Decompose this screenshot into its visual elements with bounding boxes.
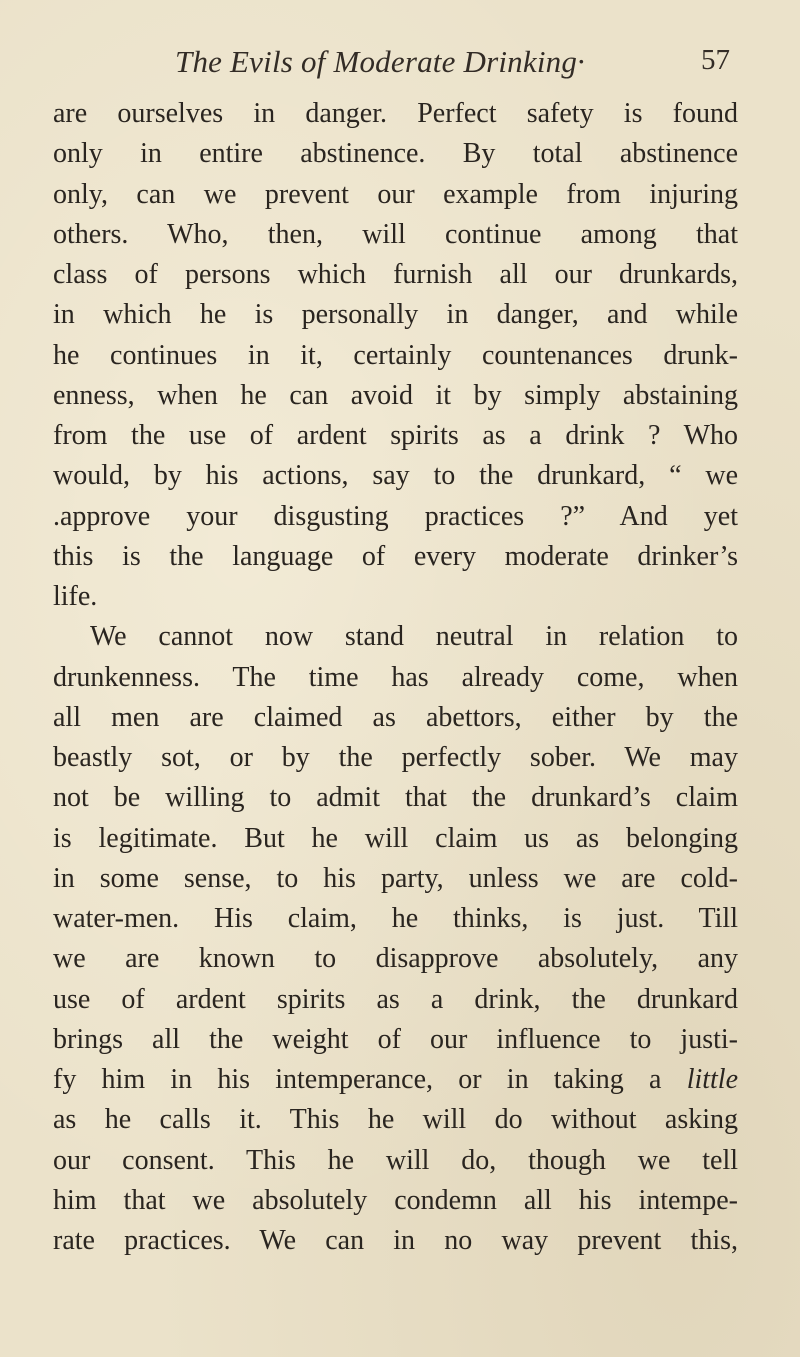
text-line: use of ardent spirits as a drink, the drunkard [53,983,738,1015]
text-line: We cannot now stand neutral in relation to [90,621,738,653]
text-line: would, by his actions, say to the drunkard, “ we [53,460,738,492]
text-line: we are known to disapprove absolutely, any [53,943,738,975]
text-line: brings all the weight of our influence to justi- [53,1023,738,1055]
text-line: rate practices. We can in no way prevent this, [53,1225,738,1256]
text-line: water-men. His claim, he thinks, is just. Till [53,903,738,934]
text-line: him that we absolutely condemn all his intempe- [53,1184,738,1216]
text-line: only in entire abstinence. By total abstinence [53,138,738,170]
text-line: as he calls it. This he will do without asking [53,1104,738,1136]
text-line: not be willing to admit that the drunkard’s claim [53,782,738,814]
text-line: enness, when he can avoid it by simply abstaining [53,379,738,411]
body-text [53,94,738,1261]
text-line: our consent. This he will do, though we tell [53,1144,738,1176]
text-line: life. [53,581,98,612]
page-number: 57 [701,44,730,76]
text-line: from the use of ardent spirits as a drink ? Who [53,420,738,451]
text-line: he continues in it, certainly countenances drunk- [53,339,738,371]
text-line: drunkenness. The time has already come, when [53,661,738,693]
text-line: class of persons which furnish all our drunkards, [53,259,738,290]
text-line: this is the language of every moderate drinker’s [53,540,738,572]
text-segment: fy him in his intemperance, or in taking a [53,1064,662,1095]
running-title: The Evils of Moderate Drinking· [175,44,586,79]
text-line: others. Who, then, will continue among that [53,218,738,250]
text-line: is legitimate. But he will claim us as belonging [53,822,738,854]
running-head [175,44,730,84]
text-line: .approve your disgusting practices ?” And yet [53,500,738,532]
text-line: beastly sot, or by the perfectly sober. We may [53,742,738,773]
italic-word: little [686,1064,738,1095]
text-line: all men are claimed as abettors, either by the [53,701,738,733]
text-line-with-italic [53,1060,738,1100]
text-line: are ourselves in danger. Perfect safety is found [53,98,738,129]
text-line: only, can we prevent our example from injuring [53,178,738,210]
text-line: in some sense, to his party, unless we are cold- [53,862,738,894]
text-line: in which he is personally in danger, and while [53,299,738,331]
